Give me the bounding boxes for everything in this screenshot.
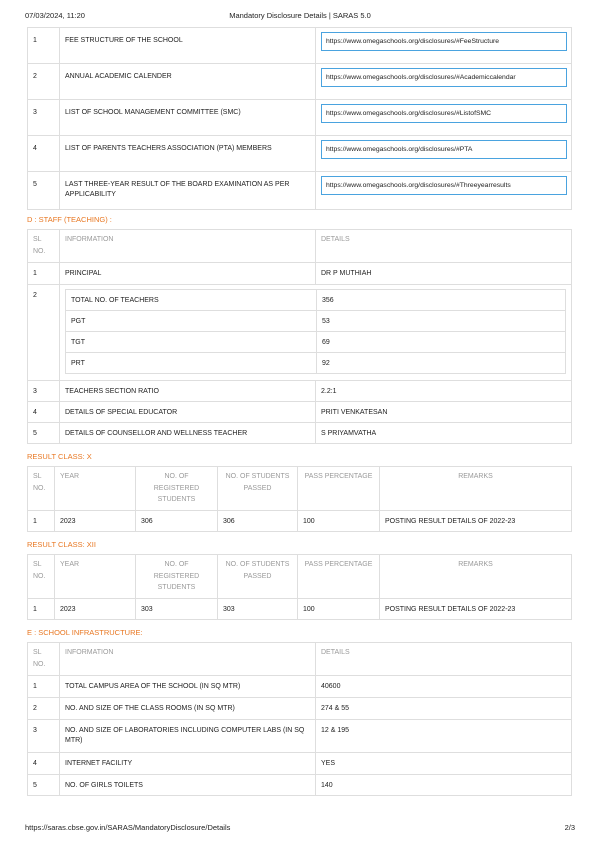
registered-header: NO. OF REGISTERED STUDENTS: [136, 467, 218, 511]
table-row: [28, 775, 572, 796]
details-cell: 274 & 55: [316, 698, 572, 720]
info-cell: PRT: [66, 353, 317, 374]
remarks-header: REMARKS: [380, 467, 572, 511]
sl-cell: 1: [28, 599, 55, 620]
year-header: YEAR: [55, 467, 136, 511]
table-header-row: [28, 643, 572, 676]
staff-section-title: D : STAFF (TEACHING) :: [27, 215, 112, 224]
info-cell: LIST OF SCHOOL MANAGEMENT COMMITTEE (SMC): [60, 100, 316, 136]
sl-cell: 3: [28, 720, 60, 753]
table-row: [28, 402, 572, 423]
infrastructure-section-title: E : SCHOOL INFRASTRUCTURE:: [27, 628, 143, 637]
document-link-field[interactable]: https://www.omegaschools.org/disclosures/#ListofSMC: [321, 104, 567, 123]
info-cell: TOTAL NO. OF TEACHERS: [66, 290, 317, 311]
details-cell: 69: [317, 332, 566, 353]
info-cell: NO. OF GIRLS TOILETS: [60, 775, 316, 796]
link-cell: [316, 100, 572, 136]
print-footer: [25, 823, 575, 835]
info-cell: PRINCIPAL: [60, 263, 316, 285]
table-row: [28, 263, 572, 285]
teachers-table: [65, 289, 566, 374]
sl-cell: 1: [28, 28, 60, 64]
result-x-table: [27, 466, 572, 532]
documents-table: [27, 27, 572, 210]
table-row: [28, 511, 572, 532]
details-cell: 12 & 195: [316, 720, 572, 753]
sl-cell: 4: [28, 402, 60, 423]
link-cell: [316, 136, 572, 172]
sl-cell: 5: [28, 423, 60, 444]
table-row: [28, 698, 572, 720]
teachers-cell: [60, 285, 572, 381]
sl-cell: 4: [28, 136, 60, 172]
passed-header: NO. OF STUDENTS PASSED: [218, 555, 298, 599]
sl-cell: 2: [28, 64, 60, 100]
info-cell: TOTAL CAMPUS AREA OF THE SCHOOL (IN SQ MTR): [60, 676, 316, 698]
remarks-header: REMARKS: [380, 555, 572, 599]
link-cell: [316, 64, 572, 100]
table-row: [28, 136, 572, 172]
percentage-cell: 100: [298, 511, 380, 532]
registered-cell: 303: [136, 599, 218, 620]
document-link-field[interactable]: https://www.omegaschools.org/disclosures/#Threeyearresults: [321, 176, 567, 195]
print-datetime: 07/03/2024, 11:20: [25, 11, 85, 20]
info-cell: FEE STRUCTURE OF THE SCHOOL: [60, 28, 316, 64]
sl-header: SL NO.: [28, 555, 55, 599]
document-link-field[interactable]: https://www.omegaschools.org/disclosures/#Academiccalendar: [321, 68, 567, 87]
sl-header: SL NO.: [28, 230, 60, 263]
result-xii-title: RESULT CLASS: XII: [27, 540, 96, 549]
table-row: [66, 353, 566, 374]
table-row: [28, 423, 572, 444]
details-cell: S PRIYAMVATHA: [316, 423, 572, 444]
details-cell: 53: [317, 311, 566, 332]
info-cell: DETAILS OF COUNSELLOR AND WELLNESS TEACHER: [60, 423, 316, 444]
sl-cell: 1: [28, 511, 55, 532]
info-cell: NO. AND SIZE OF LABORATORIES INCLUDING COMPUTER LABS (IN SQ MTR): [60, 720, 316, 753]
table-row: [28, 599, 572, 620]
details-cell: PRITI VENKATESAN: [316, 402, 572, 423]
link-cell: [316, 172, 572, 210]
table-row: [28, 172, 572, 210]
page-number: 2/3: [564, 823, 575, 832]
info-cell: TEACHERS SECTION RATIO: [60, 381, 316, 402]
remarks-cell: POSTING RESULT DETAILS OF 2022-23: [380, 511, 572, 532]
passed-cell: 306: [218, 511, 298, 532]
disclosure-content: [27, 27, 572, 796]
table-row: [28, 720, 572, 753]
details-cell: 92: [317, 353, 566, 374]
details-header: DETAILS: [316, 230, 572, 263]
info-cell: DETAILS OF SPECIAL EDUCATOR: [60, 402, 316, 423]
document-link-field[interactable]: https://www.omegaschools.org/disclosures/#PTA: [321, 140, 567, 159]
result-x-title: RESULT CLASS: X: [27, 452, 92, 461]
table-row: [28, 285, 572, 381]
registered-header: NO. OF REGISTERED STUDENTS: [136, 555, 218, 599]
infrastructure-table: [27, 642, 572, 796]
sl-cell: 5: [28, 775, 60, 796]
passed-cell: 303: [218, 599, 298, 620]
details-cell: DR P MUTHIAH: [316, 263, 572, 285]
sl-cell: 4: [28, 753, 60, 775]
details-cell: YES: [316, 753, 572, 775]
info-header: INFORMATION: [60, 230, 316, 263]
percentage-header: PASS PERCENTAGE: [298, 467, 380, 511]
table-row: [28, 381, 572, 402]
print-url: https://saras.cbse.gov.in/SARAS/MandatoryDisclosure/Details: [25, 823, 231, 832]
result-xii-table: [27, 554, 572, 620]
table-row: [28, 676, 572, 698]
table-row: [28, 64, 572, 100]
percentage-cell: 100: [298, 599, 380, 620]
table-header-row: [28, 467, 572, 511]
table-header-row: [28, 230, 572, 263]
sl-cell: 2: [28, 285, 60, 381]
sl-header: SL NO.: [28, 467, 55, 511]
year-cell: 2023: [55, 599, 136, 620]
info-cell: LAST THREE-YEAR RESULT OF THE BOARD EXAMINATION AS PER APPLICABILITY: [60, 172, 316, 210]
percentage-header: PASS PERCENTAGE: [298, 555, 380, 599]
remarks-cell: POSTING RESULT DETAILS OF 2022-23: [380, 599, 572, 620]
sl-header: SL NO.: [28, 643, 60, 676]
info-cell: PGT: [66, 311, 317, 332]
table-row: [28, 100, 572, 136]
table-row: [66, 290, 566, 311]
sl-cell: 2: [28, 698, 60, 720]
registered-cell: 306: [136, 511, 218, 532]
sl-cell: 3: [28, 100, 60, 136]
table-row: [66, 332, 566, 353]
staff-table: [27, 229, 572, 444]
print-title: Mandatory Disclosure Details | SARAS 5.0: [229, 11, 371, 20]
info-cell: ANNUAL ACADEMIC CALENDER: [60, 64, 316, 100]
document-link-field[interactable]: https://www.omegaschools.org/disclosures/#FeeStructure: [321, 32, 567, 51]
info-cell: INTERNET FACILITY: [60, 753, 316, 775]
sl-cell: 3: [28, 381, 60, 402]
year-header: YEAR: [55, 555, 136, 599]
info-cell: LIST OF PARENTS TEACHERS ASSOCIATION (PTA) MEMBERS: [60, 136, 316, 172]
details-cell: 356: [317, 290, 566, 311]
year-cell: 2023: [55, 511, 136, 532]
table-row: [28, 28, 572, 64]
sl-cell: 1: [28, 676, 60, 698]
details-cell: 2.2:1: [316, 381, 572, 402]
details-header: DETAILS: [316, 643, 572, 676]
table-row: [66, 311, 566, 332]
details-cell: 140: [316, 775, 572, 796]
passed-header: NO. OF STUDENTS PASSED: [218, 467, 298, 511]
info-cell: NO. AND SIZE OF THE CLASS ROOMS (IN SQ MTR): [60, 698, 316, 720]
sl-cell: 5: [28, 172, 60, 210]
print-header: [25, 11, 575, 23]
link-cell: [316, 28, 572, 64]
table-header-row: [28, 555, 572, 599]
info-cell: TGT: [66, 332, 317, 353]
details-cell: 40600: [316, 676, 572, 698]
sl-cell: 1: [28, 263, 60, 285]
table-row: [28, 753, 572, 775]
info-header: INFORMATION: [60, 643, 316, 676]
